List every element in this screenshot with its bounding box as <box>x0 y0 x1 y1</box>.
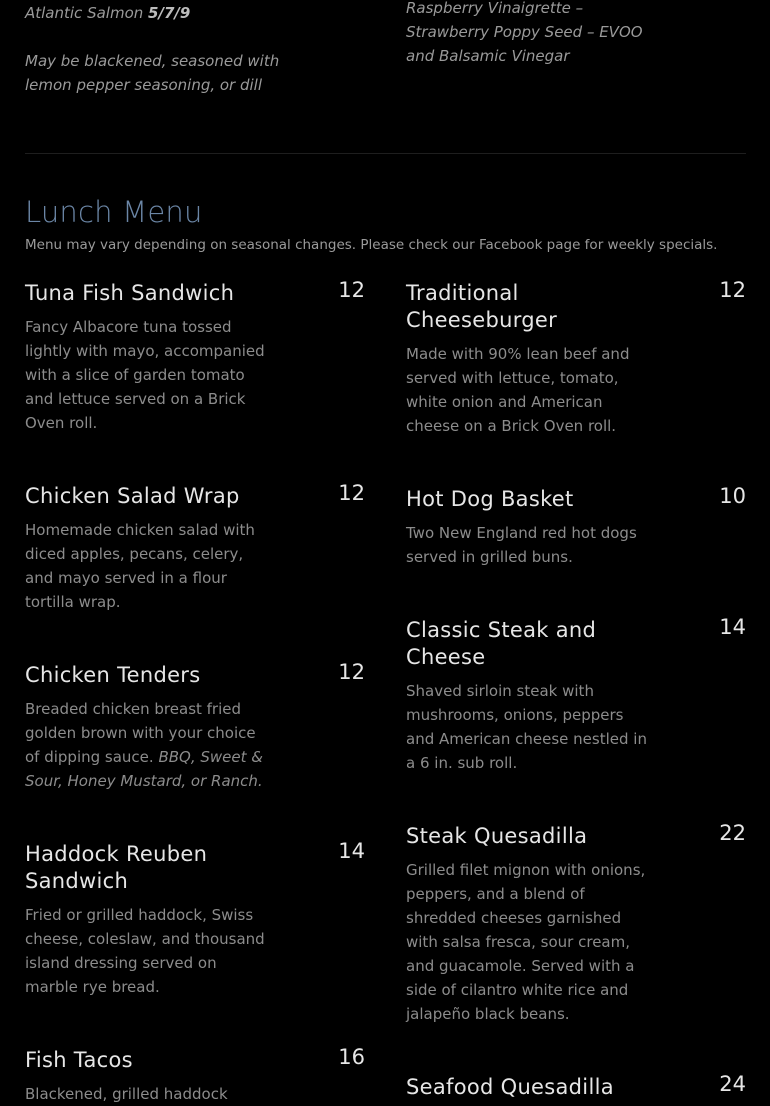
menu-item-price: 22 <box>719 821 746 845</box>
menu-item-price: 12 <box>719 278 746 302</box>
menu-item-name: Hot Dog Basket <box>406 487 574 511</box>
menu-item-price: 12 <box>338 278 365 302</box>
menu-item-name: Classic Steak and Cheese <box>406 618 597 669</box>
menu-item-name: Steak Quesadilla <box>406 824 588 848</box>
menu-item-price: 14 <box>338 839 365 863</box>
menu-item-desc: Blackened, grilled haddock <box>25 1085 228 1103</box>
salmon-prices: 5/7/9 <box>148 4 191 22</box>
menu-item-name: Tuna Fish Sandwich <box>25 281 235 305</box>
menu-item-price: 16 <box>338 1045 365 1069</box>
menu-item-desc-text: Breaded chicken breast fried golden brown with your choice of dipping sauce. <box>25 700 256 766</box>
menu-item-desc: Fancy Albacore tuna tossed lightly with mayo, accompanied with a slice of garden tomato and lettuce served on a Brick Oven roll. <box>25 318 265 432</box>
section-title: Lunch Menu <box>25 195 203 229</box>
menu-item-desc: Made with 90% lean beef and served with lettuce, tomato, white onion and American cheese on a Brick Oven roll. <box>406 345 630 435</box>
salmon-line <box>25 1 285 25</box>
menu-item-desc: Two New England red hot dogs served in grilled buns. <box>406 524 637 566</box>
menu-item-price: 24 <box>719 1072 746 1096</box>
menu-item-name: Traditional Cheeseburger <box>406 281 558 332</box>
menu-item-name: Haddock Reuben Sandwich <box>25 842 208 893</box>
menu-item-desc: Grilled filet mignon with onions, peppers, and a blend of shredded cheeses garnished with salsa fresca, sour cream, and guacamole. Served with a side of cilantro white rice and jalapeño black beans. <box>406 861 646 1023</box>
menu-item-name: Fish Tacos <box>25 1048 133 1072</box>
menu-item-desc-sauces: BBQ, Sweet & Sour, Honey Mustard, or Ranch. <box>25 748 263 790</box>
menu-item-name: Chicken Tenders <box>25 663 201 687</box>
menu-item-desc <box>25 697 270 793</box>
menu-item-price: 12 <box>338 481 365 505</box>
salmon-note: May be blackened, seasoned with lemon pepper seasoning, or dill <box>25 52 280 94</box>
menu-item-desc: Homemade chicken salad with diced apples, pecans, celery, and mayo served in a flour tortilla wrap. <box>25 521 255 611</box>
dressings-text: Raspberry Vinaigrette – Strawberry Poppy Seed – EVOO and Balsamic Vinegar <box>406 0 643 65</box>
menu-item-price: 14 <box>719 615 746 639</box>
menu-item-desc: Fried or grilled haddock, Swiss cheese, coleslaw, and thousand island dressing served on marble rye bread. <box>25 906 265 996</box>
menu-item-name: Chicken Salad Wrap <box>25 484 240 508</box>
section-subtitle: Menu may vary depending on seasonal changes. Please check our Facebook page for weekly specials. <box>25 237 718 253</box>
section-divider <box>25 153 746 154</box>
salmon-name: Atlantic Salmon <box>25 4 144 22</box>
menu-item-desc: Shaved sirloin steak with mushrooms, onions, peppers and American cheese nestled in a 6 in. sub roll. <box>406 682 647 772</box>
menu-item-name: Seafood Quesadilla <box>406 1075 614 1099</box>
menu-item-price: 12 <box>338 660 365 684</box>
menu-item-price: 10 <box>719 484 746 508</box>
